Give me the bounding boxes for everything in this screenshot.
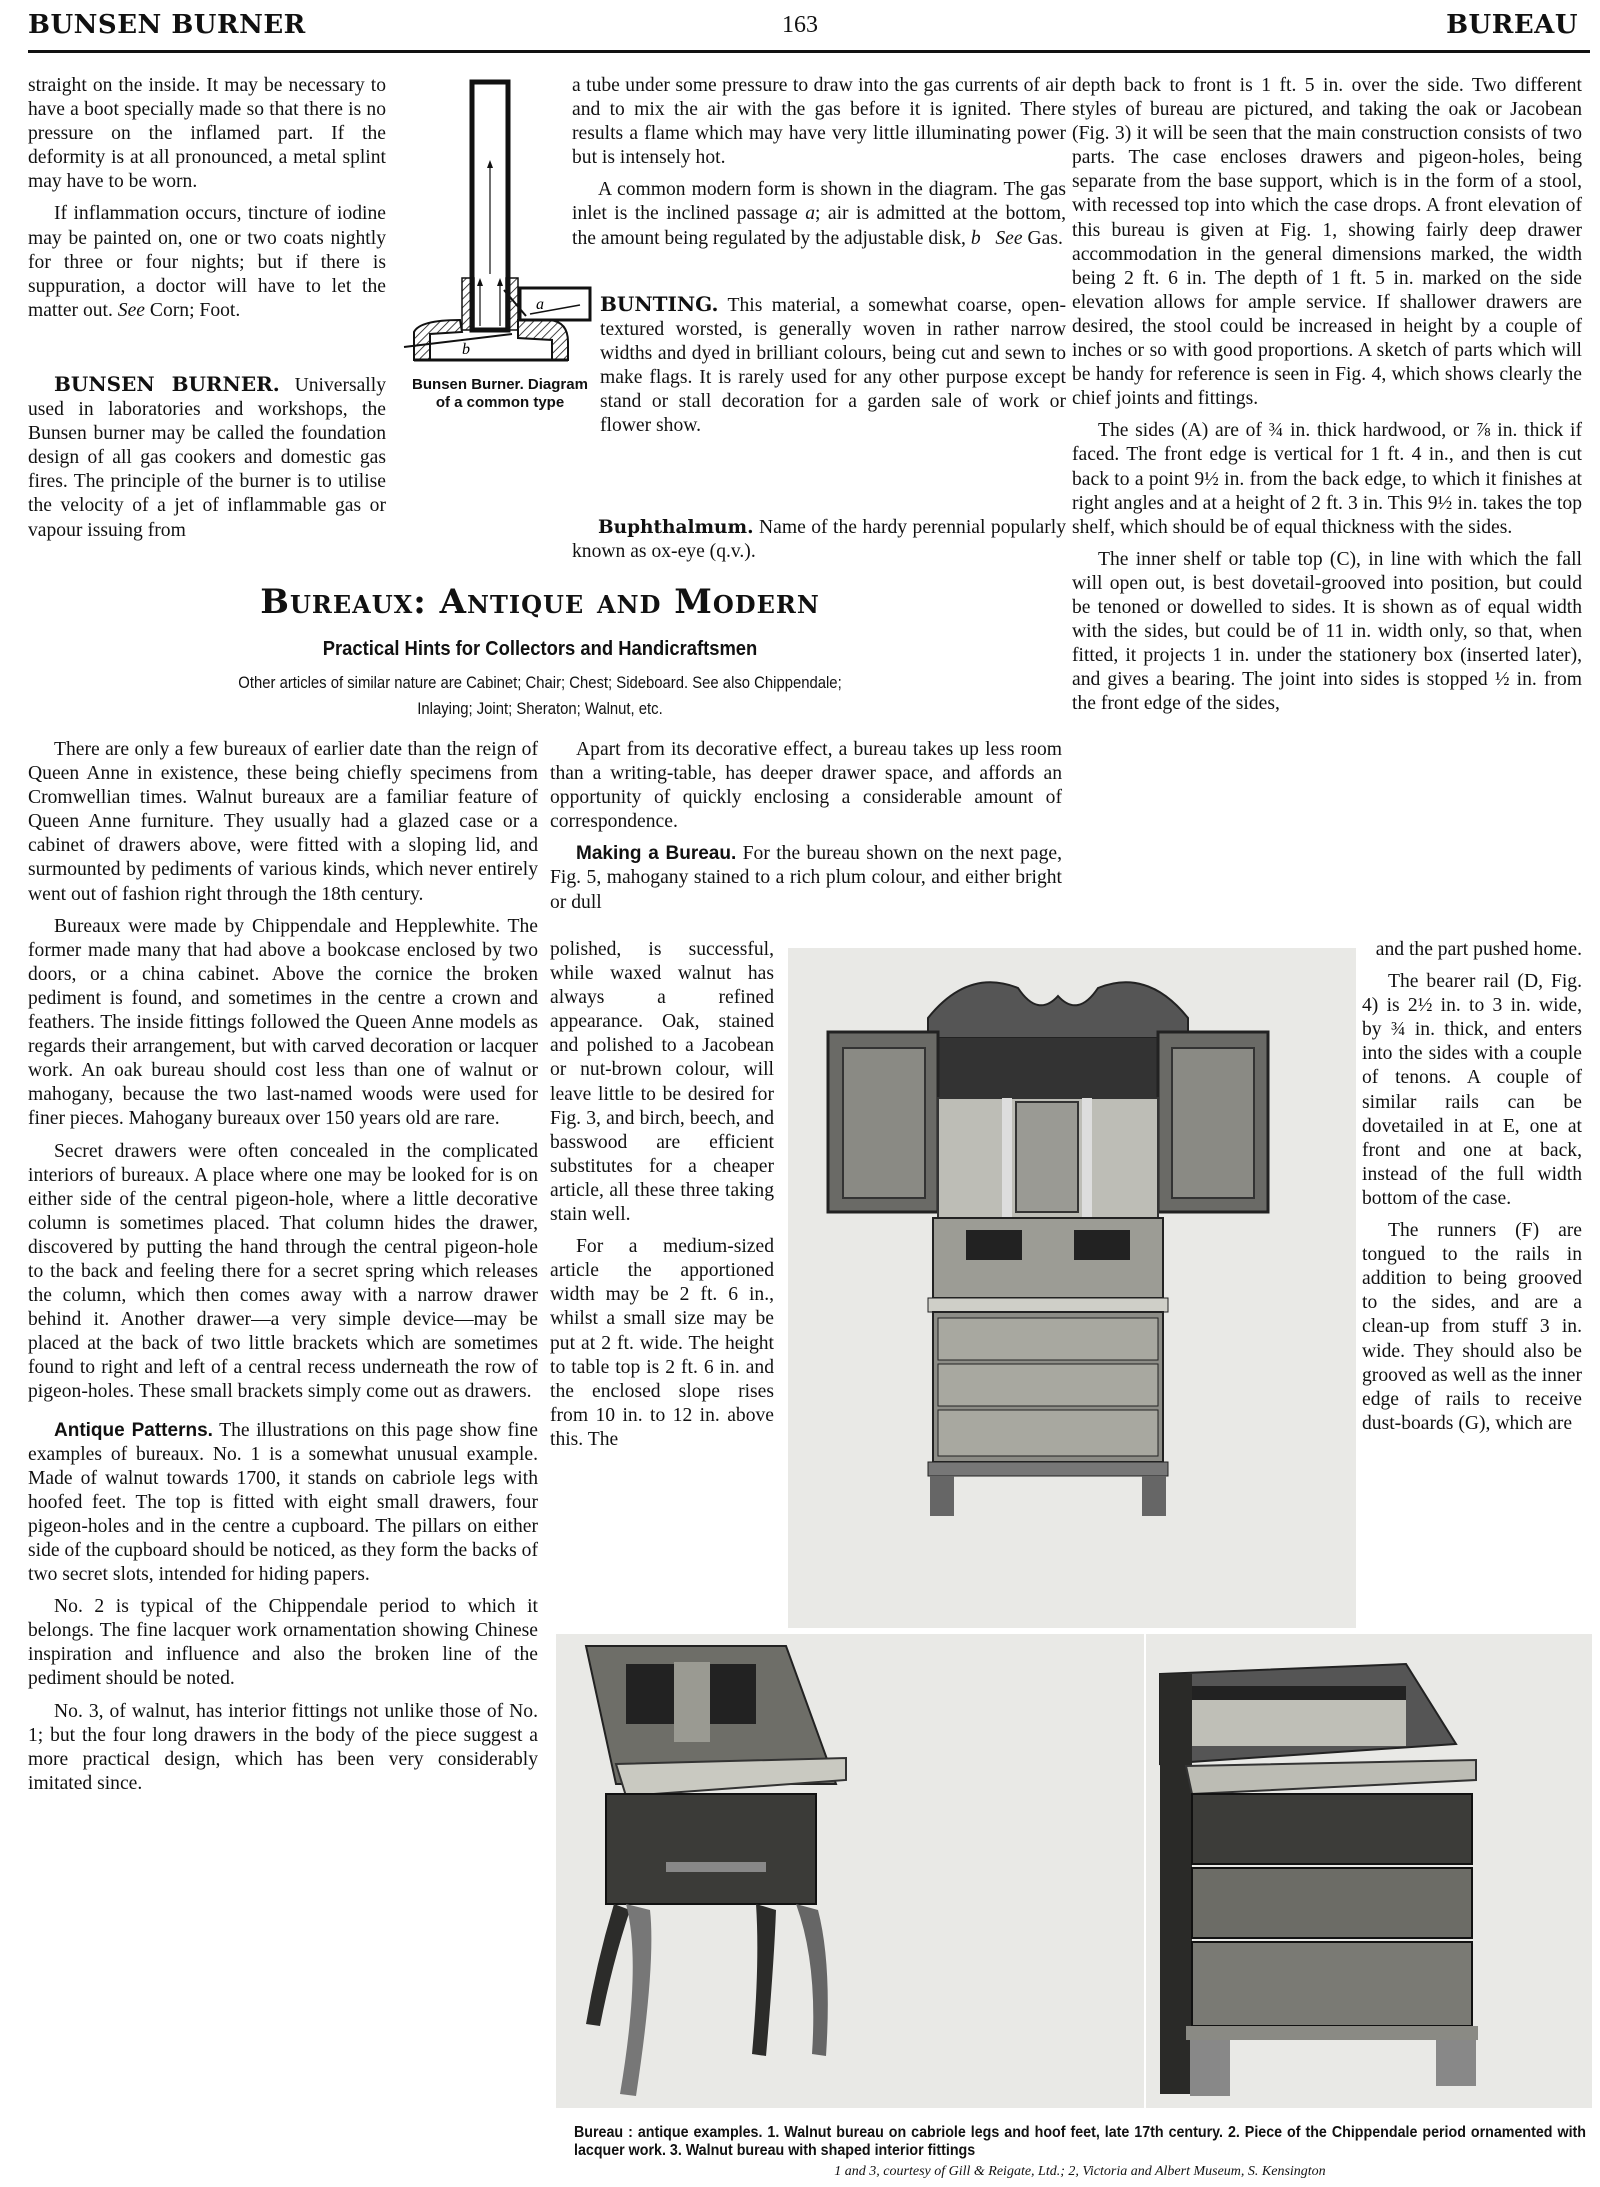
col2-narrow <box>550 938 774 1460</box>
figure-caption-bunsen <box>400 376 600 412</box>
col2-buphthalmum-entry <box>572 516 1066 564</box>
symbol-b: b <box>970 227 981 249</box>
paragraph: No. 3, of walnut, has interior fittings not unlike those of No. 1; but the four long drawers in the body of the piece suggest a more practical design, which has been very considerably imitated since. <box>28 1700 538 1794</box>
article-title: Bureaux: Antique and Modern <box>260 582 820 622</box>
see-also-note <box>54 670 1026 722</box>
paragraph: depth back to front is 1 ft. 5 in. over the side. Two different styles of bureau are pictured, and taking the oak or Jacobean (Fig. 3) it will be seen that the main construction consists of two parts. The case encloses drawers and pigeon-holes, being separate from the base support, which is in the form of a stool, with recessed top into which the case drops. A front elevation of this bureau is given at Fig. 1, showing fairly deep drawer accommodation in the general dimensions marked, the width being 2 ft. 6 in. The depth of 1 ft. 5 in. marked on the side elevation allows for ample service. If shallower drawers are desired, the stool could be increased in height by a couple of inches or so with good proportions. A sketch of parts which will be handy for reference is seen in Fig. 4, which shows clearly the chief joints and fittings. <box>1072 75 1582 410</box>
subheading-antique-patterns: Antique Patterns. <box>54 1419 213 1441</box>
diagram-label-b: b <box>462 341 470 358</box>
cross-reference: Corn; Foot. <box>149 299 241 321</box>
entry-heading-buphthalmum: Buphthalmum. <box>598 517 754 538</box>
see-also-line: Other articles of similar nature are Cabinet; Chair; Chest; Sideboard. See also Chippendale; <box>238 674 842 692</box>
paragraph: No. 2 is typical of the Chippendale period to which it belongs. The fine lacquer work ornamentation showing Chinese inspiration and influence and also the broken line of the pediment should be noted. <box>28 1596 538 1690</box>
photo-credit: 1 and 3, courtesy of Gill & Reigate, Ltd.; 2, Victoria and Albert Museum, S. Kensington <box>834 2164 1326 2179</box>
paragraph <box>28 202 386 322</box>
paragraph: straight on the inside. It may be necessary to have a boot specially made so that there is no pressure on the inflamed part. If the deformity is at all pronounced, a metal splint may have to be worn. <box>28 75 386 193</box>
col3-narrow <box>1362 938 1582 1444</box>
diagram-label-a: a <box>536 296 544 313</box>
paragraph-tail: and the part pushed home. <box>1375 939 1582 960</box>
photo-bureau-no1 <box>556 1634 1144 2108</box>
bureau-bookcase-illustration <box>788 948 1356 1628</box>
paragraph-text: If inflammation occurs, tincture of iodine may be painted on, one or two coats nightly for three or four nights; but if there is suppuration, a doctor will have to let the matter out. <box>28 203 386 321</box>
gas-inlet-passage <box>520 288 590 320</box>
col1-bunsen-entry <box>28 372 386 543</box>
paragraph <box>550 842 1062 914</box>
article-subtitle: Practical Hints for Collectors and Handicraftsmen <box>322 638 758 660</box>
col2-top <box>572 74 1066 259</box>
paragraph: Bureaux were made by Chippendale and Hepplewhite. The former made many that had above a bookcase enclosed by two doors, or a china cabinet. Above the cornice the broken pediment is found, and sometimes in the centre a crown and feathers. The inside fittings followed the Queen Anne models as regards their arrangement, but with carved decoration or lacquer work. An oak bureau should cost less than one of walnut or mahogany, because the two last-named woods were used for finer pieces. Mahogany bureaux over 150 years old are rare. <box>28 915 538 1130</box>
caption-line: of a common type <box>435 394 565 411</box>
col1-body <box>28 738 538 1804</box>
paragraph: The inner shelf or table top (C), in line with which the fall will open out, is best dovetail-grooved into position, but could be tenoned or dowelled to sides. It is shown as of equal width with the sides, but could be of 11 in. width only, so that, when fitted, it projects 1 in. under the stationery box (inserted later), and gives a bearing. The joint into sides is stopped ½ in. from the front edge of the sides, <box>1072 548 1582 715</box>
see-also-line: Inlaying; Joint; Sheraton; Walnut, etc. <box>417 700 663 718</box>
running-header-right: BUREAU <box>1446 10 1578 40</box>
header-rule <box>28 50 1590 53</box>
entry-heading-bunsen: BUNSEN BURNER. <box>54 372 280 396</box>
photo-bureau-no2 <box>788 948 1356 1628</box>
walnut-bureau-drawers-illustration <box>1146 1634 1592 2108</box>
col3 <box>1072 74 1582 716</box>
paragraph <box>572 178 1066 250</box>
col2-bunting-entry <box>600 292 1066 439</box>
paragraph: Secret drawers were often concealed in the complicated interiors of bureaux. A place where one may be looked for is on either side of the central pigeon-hole, where a little decorative column is sometimes placed. That column hides the drawer, discovered by putting the hand through the central pigeon-hole to the back and feeling there for a secret spring which releases the column, which then comes away with a narrow drawer behind it. Another drawer—a very simple device—may be placed at the back of two little brackets which are sometimes found to right and left of a central recess underneath the row of pigeon-holes. These small brackets simply come out as drawers. <box>28 1140 538 1403</box>
see-label: See <box>117 299 145 321</box>
see-label: See <box>995 227 1023 249</box>
paragraph: Apart from its decorative effect, a bureau takes up less room than a writing-table, has deeper drawer space, and affords an opportunity of quickly enclosing a considerable amount of correspondence. <box>550 739 1062 833</box>
entry-text-bunting: This material, a somewhat coarse, open-textured worsted, is generally woven in rather narrow widths and dyed in brilliant colours, being cut and sewn to make flags. It is rarely used for any other purpose except stand or stall decoration for a garden sale of work or flower show. <box>600 295 1067 437</box>
symbol-a: a <box>805 203 815 225</box>
walnut-bureau-cabriole-illustration <box>556 1634 1144 2108</box>
paragraph: The sides (A) are of ¾ in. thick hardwood, or ⅞ in. thick if faced. The front edge is vertical for 1 ft. 4 in., and then is cut back to a point 9½ in. from the back edge, to which it finishes at right angles and at a height of 2 ft. 3 in. This 9½ in. takes the top shelf, which should be of equal thickness with the sides. <box>1072 420 1582 538</box>
paragraph: The runners (F) are tongued to the rails in addition to being grooved to the sides, and are a clean-up from stuff 3 in. wide. They should also be grooved as well as the inner edge of rails to receive dust-boards (G), which are <box>1362 1220 1582 1434</box>
entry-text-buphthalmum: Name of the hardy perennial popularly known as ox-eye (q.v.). <box>572 517 1066 563</box>
running-header-left: BUNSEN BURNER <box>28 10 306 40</box>
paragraph: There are only a few bureaux of earlier date than the reign of Queen Anne in existence, these being chiefly specimens from Cromwellian times. Walnut bureaux are a familiar feature of Queen Anne furniture. They usually had a glazed case or a cabinet of drawers above, were fitted with a sloping lid, and surmounted by pediments of various kinds, which never entirely went out of fashion right through the 18th century. <box>28 739 538 905</box>
caption-line: Bunsen Burner. Diagram <box>412 376 588 393</box>
col2-body <box>550 738 1062 915</box>
paragraph <box>28 1419 538 1588</box>
photo-bureau-no3 <box>1146 1634 1592 2108</box>
photo-caption: Bureau : antique examples. 1. Walnut bureau on cabriole legs and hoof feet, late 17th century. 2. Piece of the Chippendale period ornamented with lacquer work. 3. Walnut bureau with shaped interior fittings <box>574 2124 1586 2159</box>
paragraph-text: ; air is admitted at the bottom, the amount being regulated by the adjustable disk, <box>572 203 1066 249</box>
paragraph-text: A common modern form is shown in the diagram. The gas inlet is the inclined passage <box>572 179 1066 225</box>
cross-reference: Gas. <box>1027 227 1063 249</box>
paragraph-text: The illustrations on this page show fine examples of bureaux. No. 1 is a somewhat unusual example. Made of walnut towards 1700, it stands on cabriole legs with hoofed feet. The top is fitted with eight small drawers, four pigeon-holes and in the centre a cupboard. The pillars on either side of the cupboard should be noticed, as they form the backs of two secret slots, intended for hiding papers. <box>28 1419 538 1586</box>
paragraph: The bearer rail (D, Fig. 4) is 2½ in. to 3 in. wide, by ¾ in. thick, and enters into the sides with a couple of tenons. A couple of similar rails can be dovetailed in at E, one at front and one at back, instead of the full width bottom of the case. <box>1362 971 1582 1209</box>
col1-top <box>28 74 386 331</box>
paragraph: polished, is successful, while waxed walnut has always a refined appearance. Oak, stained and polished to a Jacobean or nut-brown colour, will leave little to be desired for Fig. 3, and birch, beech, and basswood are efficient substitutes for a cheaper article, all these three taking stain well. <box>550 939 774 1226</box>
paragraph: a tube under some pressure to draw into the gas currents of air and to mix the air with the gas before it is ignited. There results a flame which may have very little illuminating power but is intensely hot. <box>572 75 1066 169</box>
paragraph: For a medium-sized article the apportioned width may be 2 ft. 6 in., whilst a small size may be put at 2 ft. wide. The height to table top is 2 ft. 6 in. and the enclosed slope rises from 10 in. to 12 in. above this. The <box>550 1236 774 1450</box>
page-number: 163 <box>782 12 818 38</box>
subheading-making-a-bureau: Making a Bureau. <box>576 843 737 865</box>
paragraph-text: For the bureau shown on the next page, Fig. 5, mahogany stained to a rich plum colour, and either bright or dull <box>550 843 1062 913</box>
entry-text-bunsen: Universally used in laboratories and workshops, the Bunsen burner may be called the foundation design of all gas cookers and domestic gas fires. The principle of the burner is to utilise the velocity of a jet of inflammable gas or vapour issuing from <box>28 375 386 541</box>
entry-heading-bunting: BUNTING. <box>600 292 719 316</box>
